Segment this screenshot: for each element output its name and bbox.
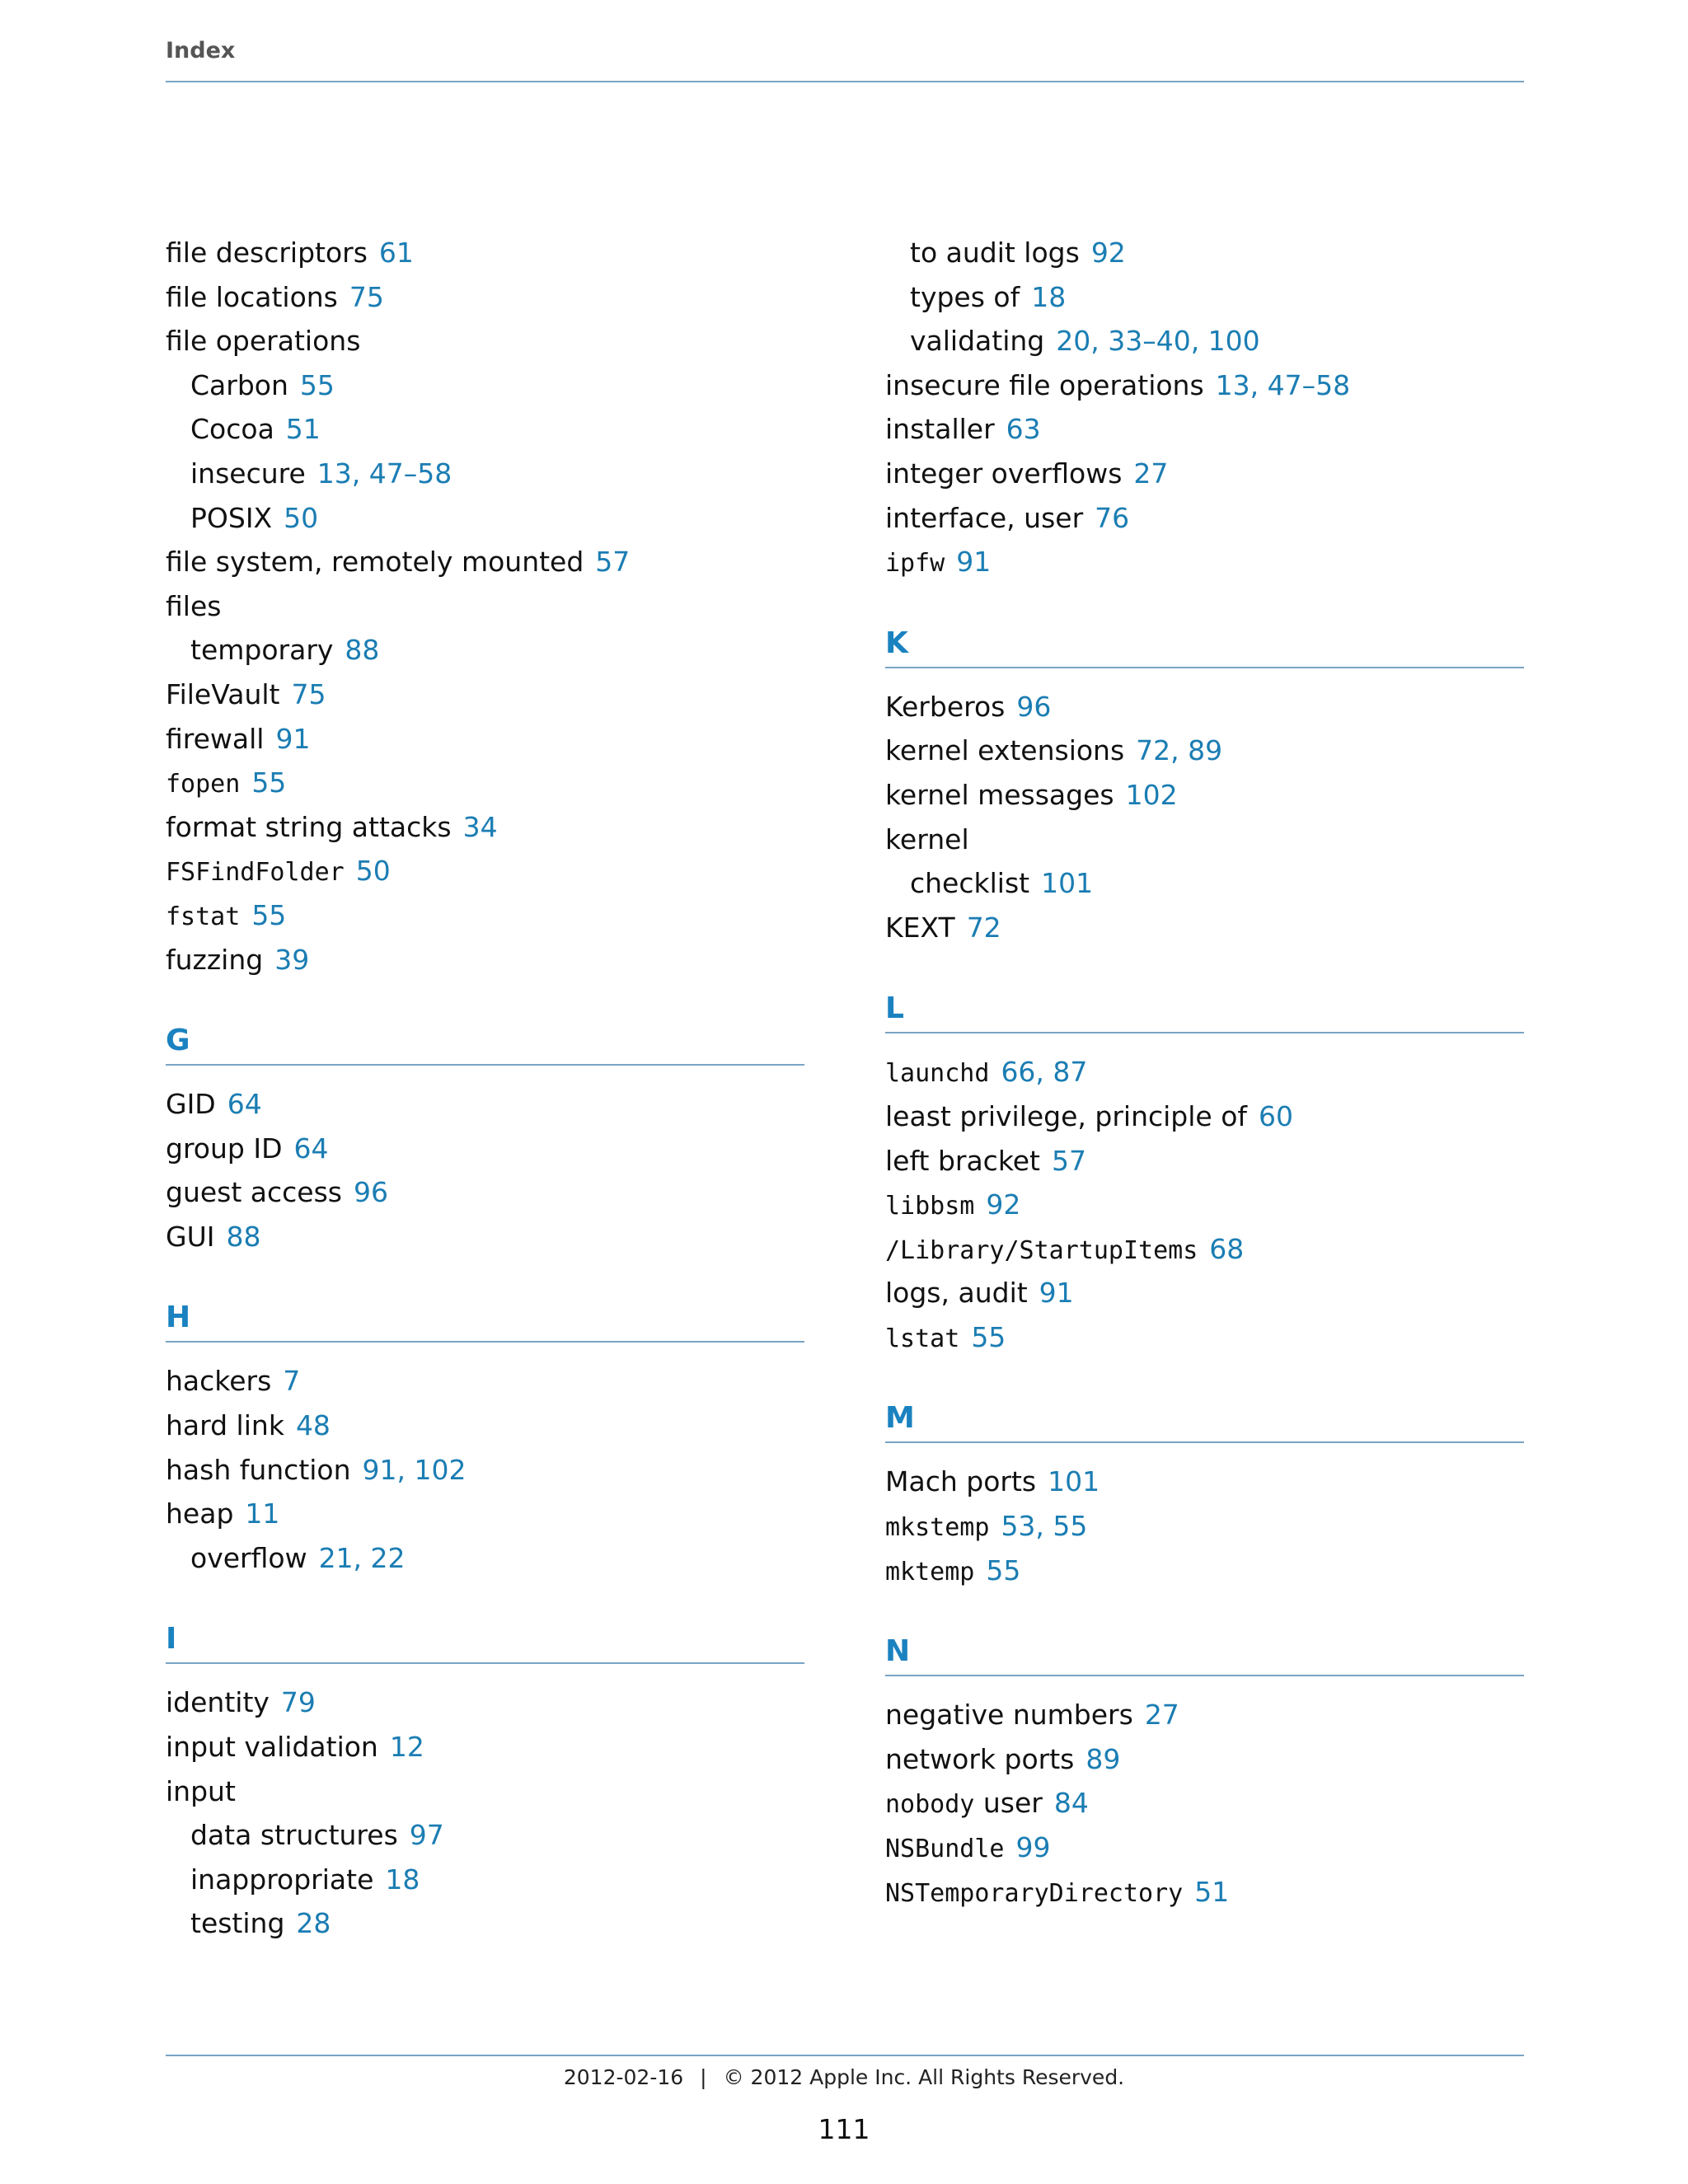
- index-entry: [885, 1094, 1524, 1139]
- index-term: inappropriate: [190, 1863, 374, 1896]
- section-letter-heading: I: [166, 1616, 804, 1664]
- index-entry: [885, 407, 1524, 452]
- index-column-left: [166, 231, 804, 1946]
- index-entry: [166, 1448, 804, 1493]
- page-reference-link[interactable]: 75: [349, 280, 384, 313]
- index-term: negative numbers: [885, 1699, 1133, 1732]
- page-number: 111: [818, 2113, 870, 2145]
- page-reference-link[interactable]: 66, 87: [1001, 1056, 1088, 1089]
- page-reference-link[interactable]: 27: [1144, 1699, 1179, 1732]
- index-term: ipfw: [885, 549, 945, 579]
- index-term: mktemp: [885, 1557, 975, 1586]
- index-entry: [166, 849, 804, 893]
- index-section: [166, 1295, 804, 1580]
- index-entry: [885, 1460, 1524, 1504]
- index-term: group ID: [166, 1132, 283, 1165]
- index-term: GID: [166, 1088, 216, 1121]
- index-term: input validation: [166, 1731, 378, 1764]
- page-reference-link[interactable]: 13, 47–58: [1215, 368, 1351, 401]
- index-subentry: [166, 407, 804, 452]
- index-section: [885, 621, 1524, 950]
- index-term: insecure file operations: [885, 368, 1204, 401]
- index-term: files: [166, 589, 222, 622]
- index-entry: [885, 1825, 1524, 1870]
- index-subentry: [885, 319, 1524, 363]
- index-term: insecure: [190, 457, 306, 490]
- page-reference-link[interactable]: 55: [299, 368, 335, 401]
- index-term: file operations: [166, 325, 361, 358]
- page-reference-link[interactable]: 89: [1085, 1742, 1121, 1775]
- page-reference-link[interactable]: 64: [293, 1132, 329, 1165]
- index-entry: [166, 275, 804, 320]
- index-term: lstat: [885, 1324, 960, 1353]
- page-reference-link[interactable]: 7: [283, 1365, 301, 1398]
- footer-line: [0, 2065, 1688, 2089]
- page-reference-link[interactable]: 97: [409, 1819, 444, 1852]
- page-reference-link[interactable]: 96: [353, 1176, 388, 1209]
- index-entry: [885, 1737, 1524, 1782]
- page-reference-link[interactable]: 18: [1031, 280, 1067, 313]
- index-entry: [885, 1870, 1524, 1915]
- index-entry: [166, 761, 804, 805]
- index-term: launchd: [885, 1059, 990, 1089]
- page-reference-link[interactable]: 53, 55: [1001, 1510, 1088, 1543]
- index-term: temporary: [190, 634, 334, 667]
- footer-separator: |: [700, 2065, 707, 2089]
- index-term: hackers: [166, 1365, 272, 1398]
- section-letter-heading: K: [885, 621, 1524, 668]
- index-term: file descriptors: [166, 237, 368, 269]
- page-reference-link[interactable]: 76: [1095, 501, 1130, 534]
- page-reference-link[interactable]: 48: [295, 1409, 331, 1442]
- footer-copyright: © 2012 Apple Inc. All Rights Reserved.: [723, 2065, 1125, 2089]
- index-term: to audit logs: [910, 237, 1080, 269]
- index-term: format string attacks: [166, 810, 452, 843]
- index-term: POSIX: [190, 501, 273, 534]
- index-section: [885, 1629, 1524, 1914]
- index-term: fstat: [166, 902, 241, 931]
- page-reference-link[interactable]: 88: [226, 1220, 261, 1253]
- page-reference-link[interactable]: 34: [462, 810, 498, 843]
- index-term-suffix: user: [974, 1787, 1043, 1820]
- footer-date: 2012-02-16: [563, 2065, 684, 2089]
- page-reference-link[interactable]: 79: [280, 1686, 316, 1719]
- page-reference-link[interactable]: 11: [245, 1497, 280, 1530]
- index-term: nobody: [885, 1790, 975, 1820]
- page-reference-link[interactable]: 101: [1041, 867, 1094, 900]
- index-subentry: [166, 1901, 804, 1946]
- index-term: kernel extensions: [885, 734, 1125, 767]
- page-reference-link[interactable]: 91: [1039, 1277, 1074, 1310]
- index-term: kernel messages: [885, 778, 1114, 811]
- index-term: testing: [190, 1907, 285, 1940]
- page-reference-link[interactable]: 51: [1194, 1875, 1230, 1908]
- index-term: KEXT: [885, 911, 955, 944]
- page-reference-link[interactable]: 55: [986, 1554, 1021, 1586]
- index-subentry: [166, 628, 804, 673]
- page-reference-link[interactable]: 102: [1125, 778, 1178, 811]
- index-term: /Library/StartupItems: [885, 1235, 1198, 1265]
- index-entry: [166, 1680, 804, 1725]
- page-reference-link[interactable]: 28: [296, 1907, 331, 1940]
- index-entry: [885, 452, 1524, 496]
- index-entry: [885, 1139, 1524, 1183]
- index-entry: [885, 1315, 1524, 1360]
- index-entry: [885, 906, 1524, 950]
- index-entry: [885, 1549, 1524, 1593]
- index-term: libbsm: [885, 1192, 975, 1221]
- page-reference-link[interactable]: 64: [227, 1088, 262, 1121]
- page-reference-link[interactable]: 55: [251, 766, 287, 799]
- index-entry: [166, 1082, 804, 1127]
- index-entry: [166, 231, 804, 275]
- index-entry: [885, 729, 1524, 773]
- section-letter-heading: L: [885, 986, 1524, 1033]
- index-subentry: [166, 1858, 804, 1902]
- index-term: NSBundle: [885, 1835, 1005, 1864]
- index-term: integer overflows: [885, 457, 1123, 490]
- index-term: Carbon: [190, 368, 288, 401]
- page-reference-link[interactable]: 96: [1016, 690, 1052, 723]
- index-column-right: [885, 231, 1524, 1914]
- page-reference-link[interactable]: 101: [1048, 1465, 1100, 1498]
- index-term: file locations: [166, 280, 338, 313]
- index-subentry: [885, 275, 1524, 320]
- page-reference-link[interactable]: 84: [1053, 1787, 1089, 1820]
- index-entry: [166, 1215, 804, 1259]
- index-subentry: [166, 496, 804, 541]
- page-reference-link[interactable]: 75: [291, 677, 326, 710]
- page-reference-link[interactable]: 18: [385, 1863, 420, 1896]
- page-reference-link[interactable]: 60: [1259, 1099, 1294, 1132]
- index-section: [166, 1616, 804, 1946]
- index-term: FileVault: [166, 677, 280, 710]
- index-entry: [166, 938, 804, 982]
- section-letter-heading: H: [166, 1295, 804, 1343]
- index-section: [885, 1395, 1524, 1592]
- index-entry: [885, 1781, 1524, 1825]
- page-reference-link[interactable]: 99: [1015, 1831, 1051, 1864]
- page-reference-link[interactable]: 21, 22: [318, 1541, 406, 1574]
- index-entry: [166, 1404, 804, 1448]
- index-term: FSFindFolder: [166, 858, 345, 888]
- index-subentry: [885, 861, 1524, 906]
- page-reference-link[interactable]: 50: [355, 855, 391, 888]
- page-reference-link[interactable]: 92: [986, 1188, 1021, 1221]
- index-entry: [885, 1050, 1524, 1094]
- page-reference-link[interactable]: 51: [285, 413, 321, 446]
- index-subentry: [166, 363, 804, 408]
- page-reference-link[interactable]: 92: [1090, 237, 1126, 269]
- index-entry: [166, 893, 804, 938]
- section-letter-heading: N: [885, 1629, 1524, 1676]
- index-entry: [166, 805, 804, 850]
- index-subentry: [166, 1536, 804, 1581]
- index-entry: [166, 1769, 804, 1814]
- index-entry: [885, 1271, 1524, 1315]
- index-term: types of: [910, 280, 1020, 313]
- index-entry: [885, 540, 1524, 584]
- index-entry: [166, 540, 804, 584]
- index-term: Cocoa: [190, 413, 274, 446]
- index-term: overflow: [190, 1541, 307, 1574]
- index-term: network ports: [885, 1742, 1075, 1775]
- index-term: installer: [885, 413, 995, 446]
- index-entry: [166, 717, 804, 762]
- index-entry: [166, 319, 804, 363]
- page-reference-link[interactable]: 12: [389, 1731, 424, 1764]
- page-reference-link[interactable]: 63: [1006, 413, 1041, 446]
- index-section: [166, 1018, 804, 1258]
- index-entry: [885, 818, 1524, 862]
- index-term: input: [166, 1774, 236, 1807]
- index-term: least privilege, principle of: [885, 1099, 1248, 1132]
- index-term: mkstemp: [885, 1513, 990, 1543]
- index-subentry: [885, 231, 1524, 275]
- footer-rule: [166, 2055, 1524, 2056]
- page-reference-link[interactable]: 72, 89: [1136, 734, 1223, 767]
- index-term: data structures: [190, 1819, 398, 1852]
- section-letter-heading: M: [885, 1395, 1524, 1443]
- page-reference-link[interactable]: 91: [956, 546, 992, 579]
- index-entry: [885, 363, 1524, 408]
- index-term: fuzzing: [166, 943, 264, 976]
- index-entry: [885, 1504, 1524, 1549]
- page-reference-link[interactable]: 27: [1133, 457, 1169, 490]
- index-term: validating: [910, 325, 1045, 358]
- index-term: kernel: [885, 823, 969, 855]
- page-reference-link[interactable]: 57: [1052, 1144, 1086, 1177]
- index-term: fopen: [166, 770, 241, 799]
- index-entry: [885, 773, 1524, 818]
- index-term: interface, user: [885, 501, 1084, 534]
- index-term: checklist: [910, 867, 1030, 900]
- index-term: firewall: [166, 722, 265, 755]
- index-entry: [885, 685, 1524, 729]
- index-term: heap: [166, 1497, 234, 1530]
- header-rule: [166, 81, 1524, 82]
- index-entry: [885, 1227, 1524, 1272]
- page-reference-link[interactable]: 57: [595, 546, 631, 579]
- index-entry: [885, 1693, 1524, 1737]
- page-reference-link[interactable]: 91, 102: [362, 1453, 467, 1486]
- page-reference-link[interactable]: 68: [1209, 1232, 1245, 1265]
- index-entry: [166, 673, 804, 717]
- index-term: NSTemporaryDirectory: [885, 1878, 1184, 1908]
- page-reference-link[interactable]: 20, 33–40, 100: [1056, 325, 1260, 358]
- index-term: file system, remotely mounted: [166, 546, 584, 579]
- page-reference-link[interactable]: 50: [284, 501, 319, 534]
- index-entry: [166, 584, 804, 629]
- index-term: hash function: [166, 1453, 351, 1486]
- page-reference-link[interactable]: 13, 47–58: [316, 457, 452, 490]
- index-term: Mach ports: [885, 1465, 1037, 1498]
- page-reference-link[interactable]: 72: [966, 911, 1001, 944]
- page-reference-link[interactable]: 88: [345, 634, 380, 667]
- index-entry: [166, 1127, 804, 1171]
- index-subentry: [166, 452, 804, 496]
- running-header: Index: [166, 38, 236, 63]
- page-reference-link[interactable]: 55: [251, 898, 287, 931]
- page-reference-link[interactable]: 91: [275, 722, 311, 755]
- index-subentry: [166, 1813, 804, 1858]
- index-term: Kerberos: [885, 690, 1006, 723]
- index-entry: [166, 1170, 804, 1215]
- index-term: logs, audit: [885, 1277, 1028, 1310]
- index-entry: [166, 1725, 804, 1769]
- page-reference-link[interactable]: 61: [378, 237, 414, 269]
- index-entry: [166, 1492, 804, 1536]
- page-reference-link[interactable]: 39: [274, 943, 310, 976]
- index-term: left bracket: [885, 1144, 1040, 1177]
- index-entry: [885, 1183, 1524, 1227]
- index-term: hard link: [166, 1409, 284, 1442]
- index-term: GUI: [166, 1220, 215, 1253]
- index-entry: [885, 496, 1524, 541]
- section-letter-heading: G: [166, 1018, 804, 1066]
- page-reference-link[interactable]: 55: [971, 1320, 1006, 1353]
- index-term: guest access: [166, 1176, 342, 1209]
- index-entry: [166, 1359, 804, 1404]
- index-term: identity: [166, 1686, 270, 1719]
- index-section: [885, 986, 1524, 1359]
